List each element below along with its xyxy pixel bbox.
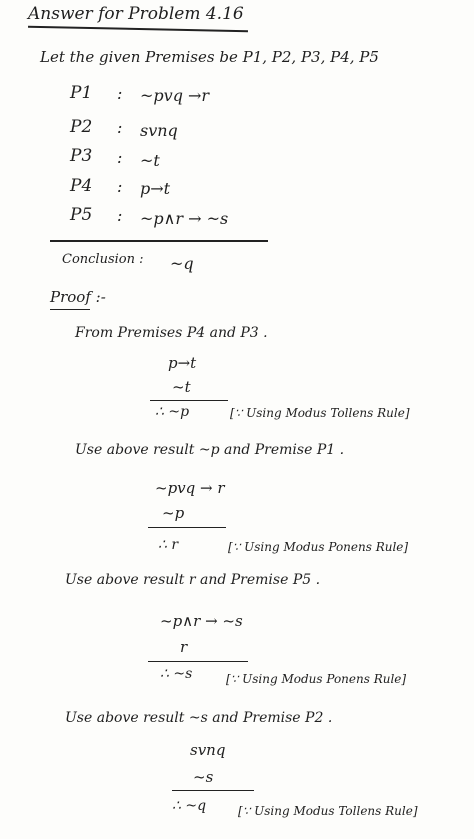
step-line: p→t: [168, 354, 197, 372]
section-divider: [50, 240, 268, 242]
premise-expression: svnq: [140, 121, 178, 140]
premise-label: P5: [70, 205, 93, 225]
premise-colon: :: [117, 148, 123, 167]
premise-expression: ~p∧r → ~s: [140, 209, 229, 228]
premise-label: P3: [70, 146, 93, 166]
premise-colon: :: [117, 118, 123, 137]
premise-colon: :: [117, 206, 123, 225]
proof-underline: [50, 309, 90, 310]
inference-bar: [148, 661, 248, 662]
rule-note: [∵ Using Modus Ponens Rule]: [228, 540, 409, 554]
premise-label: P4: [70, 176, 93, 196]
step-result: ∴ r: [158, 537, 179, 553]
step-line: ~s: [193, 768, 214, 786]
step-result: ∴ ~s: [160, 666, 193, 682]
premise-label: P2: [70, 117, 93, 137]
rule-note: [∵ Using Modus Ponens Rule]: [226, 672, 407, 686]
premise-expression: p→t: [140, 179, 171, 198]
premise-colon: :: [117, 84, 123, 103]
rule-note: [∵ Using Modus Tollens Rule]: [238, 804, 418, 818]
page-title: Answer for Problem 4.16: [28, 4, 244, 24]
title-underline: [28, 26, 248, 32]
step-line: ~t: [172, 378, 191, 396]
rule-note: [∵ Using Modus Tollens Rule]: [230, 406, 410, 420]
step-line: svnq: [190, 741, 226, 759]
inference-bar: [150, 400, 228, 401]
proof-step-text: Use above result r and Premise P5 .: [65, 572, 321, 588]
step-line: ~p: [162, 504, 185, 522]
inference-bar: [148, 527, 226, 528]
step-line: ~p∧r → ~s: [160, 612, 243, 630]
premise-expression: ~t: [140, 151, 160, 170]
conclusion-label: Conclusion :: [62, 252, 144, 267]
intro-text: Let the given Premises be P1, P2, P3, P4, P5: [40, 48, 379, 66]
premise-expression: ~pvq →r: [140, 86, 210, 105]
step-line: ~pvq → r: [155, 479, 225, 497]
proof-step-text: Use above result ~p and Premise P1 .: [75, 442, 345, 458]
proof-step-text: From Premises P4 and P3 .: [75, 325, 268, 341]
step-line: r: [180, 638, 188, 656]
conclusion-value: ~q: [170, 254, 194, 273]
inference-bar: [172, 790, 254, 791]
premise-colon: :: [117, 177, 123, 196]
step-result: ∴ ~q: [172, 798, 207, 814]
step-result: ∴ ~p: [155, 404, 190, 420]
proof-step-text: Use above result ~s and Premise P2 .: [65, 710, 333, 726]
proof-heading: Proof :-: [50, 288, 106, 306]
premise-label: P1: [70, 83, 93, 103]
